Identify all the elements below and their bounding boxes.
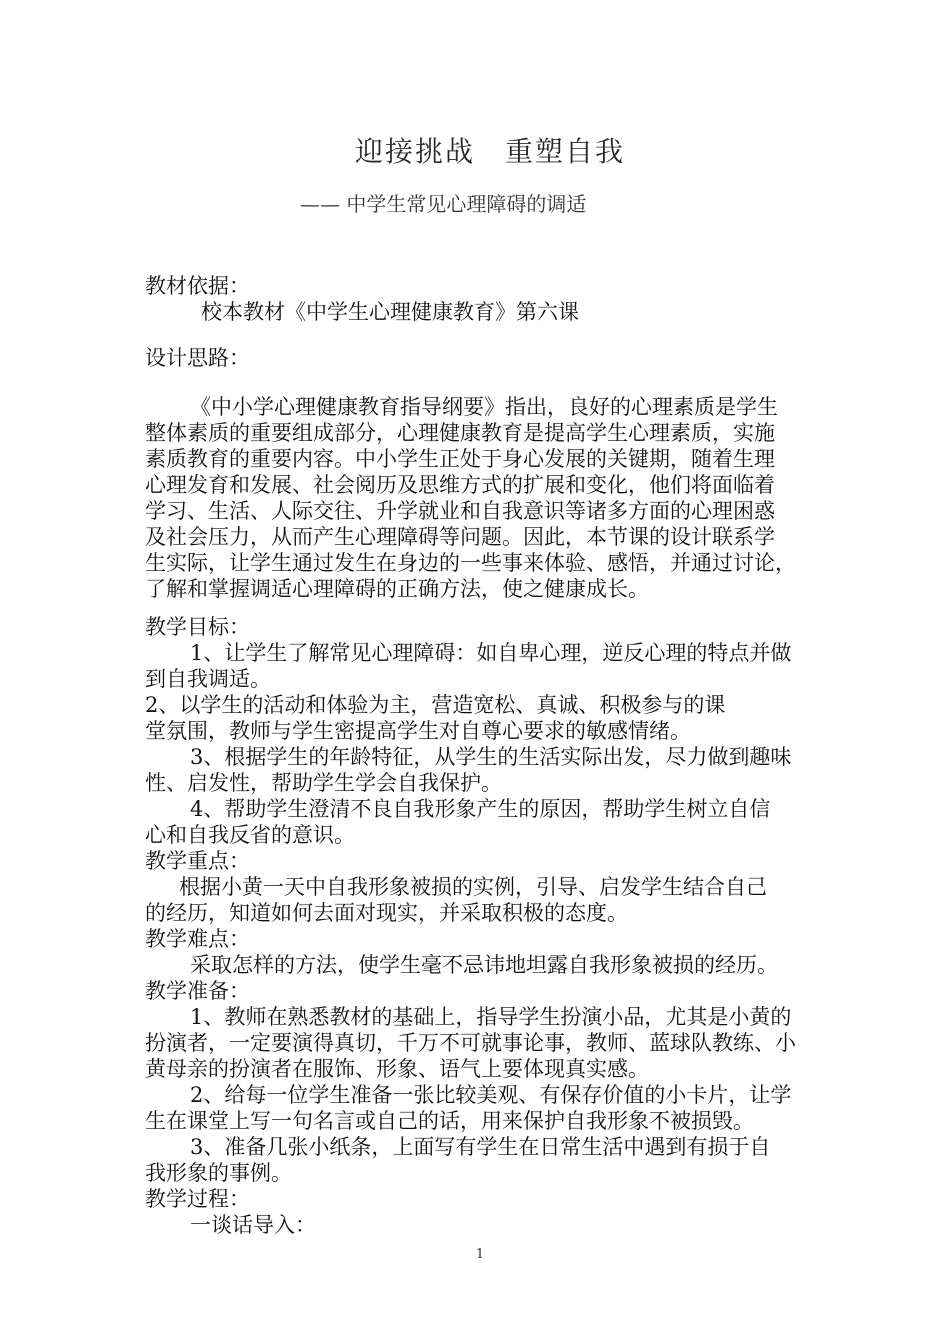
goals-line: 4、帮助学生澄清不良自我形象产生的原因，帮助学生树立自信 [190, 797, 771, 821]
goals-line: 1、让学生了解常见心理障碍：如自卑心理，逆反心理的特点并做 [190, 641, 792, 665]
design-heading-block [145, 345, 810, 371]
basis-text: 校本教材《中学生心理健康教育》第六课 [201, 300, 579, 324]
design-line: 了解和掌握调适心理障碍的正确方法，使之健康成长。 [145, 577, 649, 601]
goals-section [145, 614, 810, 1238]
document-subtitle: —— 中学生常见心理障碍的调适 [300, 192, 587, 216]
design-line: 整体素质的重要组成部分，心理健康教育是提高学生心理素质，实施 [145, 421, 775, 445]
focus-line: 的经历，知道如何去面对现实，并采取积极的态度。 [145, 901, 628, 925]
design-heading: 设计思路： [145, 346, 250, 370]
preparation-line: 我形象的事例。 [145, 1161, 292, 1185]
preparation-line: 3、准备几张小纸条，上面写有学生在日常生活中遇到有损于自 [190, 1135, 771, 1159]
preparation-line: 1、教师在熟悉教材的基础上，指导学生扮演小品，尤其是小黄的 [190, 1005, 792, 1029]
focus-line: 根据小黄一天中自我形象被损的实例，引导、启发学生结合自己 [179, 875, 767, 899]
preparation-line: 2、给每一位学生准备一张比较美观、有保存价值的小卡片，让学 [190, 1083, 792, 1107]
goals-line: 到自我调适。 [145, 667, 271, 691]
document-title: 迎接挑战 重塑自我 [354, 135, 625, 168]
basis-heading: 教材依据： [145, 274, 250, 298]
goals-line: 堂氛围，教师与学生密提高学生对自尊心要求的敏感情绪。 [145, 719, 691, 743]
design-line: 生实际，让学生通过发生在身边的一些事来体验、感悟，并通过讨论， [145, 551, 796, 575]
design-line: 及社会压力，从而产生心理障碍等问题。因此，本节课的设计联系学 [145, 525, 775, 549]
basis-section [145, 273, 810, 325]
process-heading: 教学过程： [145, 1187, 250, 1211]
difficulty-heading: 教学难点： [145, 927, 250, 951]
page-number: 1 [475, 1247, 485, 1262]
design-line: 学习、生活、人际交往、升学就业和自我意识等诸多方面的心理困惑 [145, 499, 775, 523]
focus-heading: 教学重点： [145, 849, 250, 873]
preparation-line: 生在课堂上写一句名言或自己的话，用来保护自我形象不被损毁。 [145, 1109, 754, 1133]
design-line: 心理发育和发展、社会阅历及思维方式的扩展和变化，他们将面临着 [145, 473, 775, 497]
process-text: 一谈话导入： [190, 1213, 316, 1237]
goals-line: 心和自我反省的意识。 [145, 823, 355, 847]
goals-line: 3、根据学生的年龄特征，从学生的生活实际出发，尽力做到趣味 [190, 745, 792, 769]
difficulty-text: 采取怎样的方法，使学生毫不忌讳地坦露自我形象被损的经历。 [190, 953, 778, 977]
goals-line: 性、启发性，帮助学生学会自我保护。 [145, 771, 502, 795]
preparation-line: 扮演者，一定要演得真切，千万不可就事论事，教师、蓝球队教练、小 [145, 1031, 796, 1055]
design-line: 素质教育的重要内容。中小学生正处于身心发展的关键期，随着生理 [145, 447, 775, 471]
design-section [145, 394, 810, 602]
preparation-line: 黄母亲的扮演者在服饰、形象、语气上要体现真实感。 [145, 1057, 649, 1081]
goals-line: 2、以学生的活动和体验为主，营造宽松、真诚、积极参与的课 [145, 693, 726, 717]
design-line: 《中小学心理健康教育指导纲要》指出，良好的心理素质是学生 [190, 395, 778, 419]
goals-heading: 教学目标： [145, 615, 250, 639]
preparation-heading: 教学准备： [145, 979, 250, 1003]
